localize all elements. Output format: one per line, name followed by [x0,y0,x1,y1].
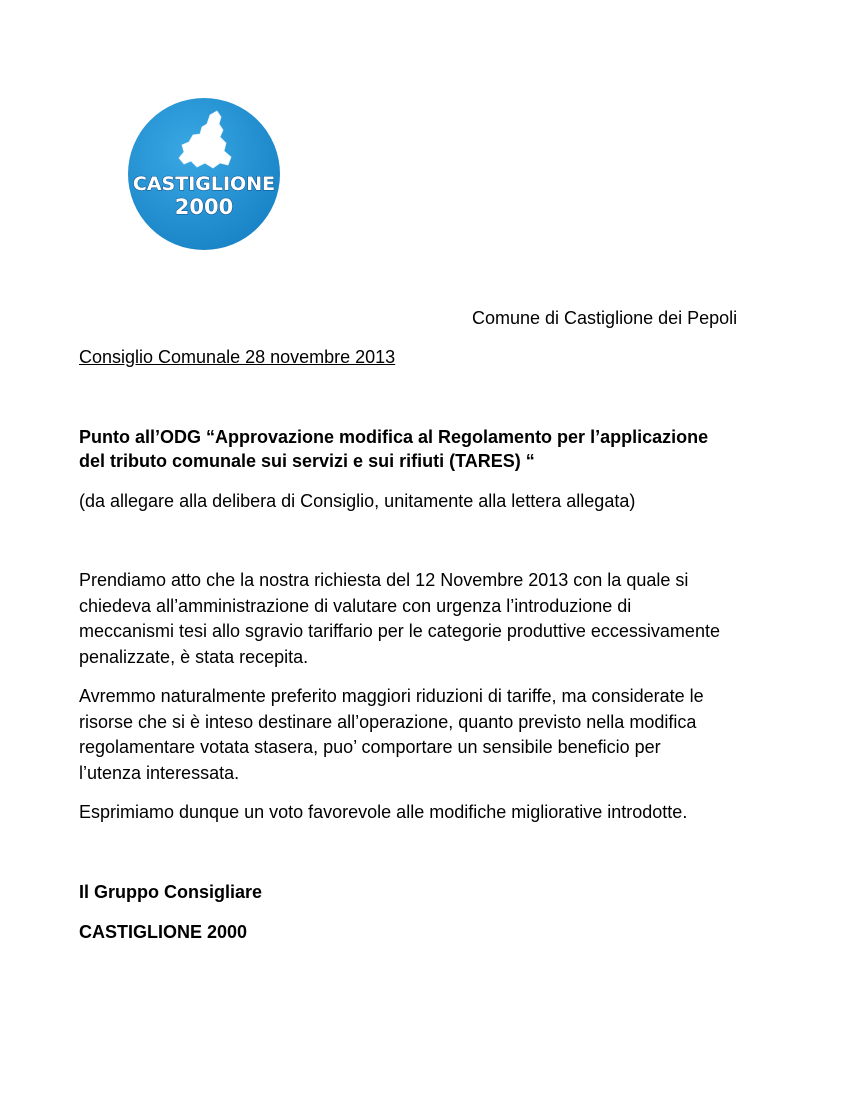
agenda-item-title [79,425,779,473]
paragraph-line: l’utenza interessata. [79,762,240,783]
paragraph-line: penalizzate, è stata recepita. [79,646,309,667]
attachment-note: (da allegare alla delibera di Consiglio, unitamente alla lettera allegata) [79,491,636,511]
paragraph-line: chiedeva all’amministrazione di valutare con urgenza l’introduzione di [79,595,632,616]
logo-text-line1: CASTIGLIONE [132,173,276,195]
paragraph-line: Avremmo naturalmente preferito maggiori riduzioni di tariffe, ma considerate le [79,686,704,706]
logo-text-line2: 2000 [174,195,234,219]
signature-group: Il Gruppo Consigliare [79,882,263,902]
signature-name: CASTIGLIONE 2000 [79,922,248,942]
paragraph-line: risorse che si è inteso destinare all’operazione, quanto previsto nella modifica [79,711,697,732]
agenda-line: del tributo comunale sui servizi e sui rifiuti (TARES) “ [79,451,535,471]
paragraph-request-accepted [79,568,779,670]
meeting-heading: Consiglio Comunale 28 novembre 2013 [79,347,396,367]
castiglione-2000-logo [127,97,281,251]
paragraph-line: meccanismi tesi allo sgravio tariffario per le categorie produttive eccessivamente [79,621,720,641]
paragraph-line: Prendiamo atto che la nostra richiesta del 12 Novembre 2013 con la quale si [79,570,689,590]
agenda-line: Punto all’ODG “Approvazione modifica al Regolamento per l’applicazione [79,427,709,447]
paragraph-vote [79,801,779,823]
paragraph-considerations [79,684,779,786]
paragraph-line: regolamentare votata stasera, puo’ comportare un sensibile beneficio per [79,737,661,757]
paragraph-line: Esprimiamo dunque un voto favorevole alle modifiche migliorative introdotte. [79,802,688,822]
recipient: Comune di Castiglione dei Pepoli [472,308,738,328]
